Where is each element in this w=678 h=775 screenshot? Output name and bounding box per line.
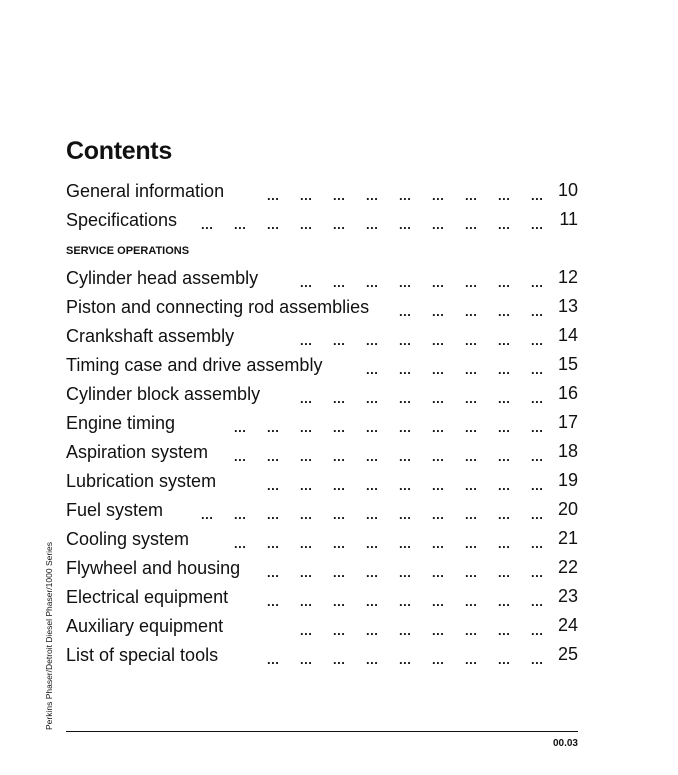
leader-dots: ... [465, 362, 478, 377]
leader-dots: ... [531, 565, 544, 580]
leader-dots: ... [432, 188, 445, 203]
leader-dots: ... [366, 420, 379, 435]
leader-dots: ... [333, 507, 346, 522]
leader-dots: ... [366, 623, 379, 638]
leader-dots: ... [531, 652, 544, 667]
toc-entry-label: Flywheel and housing [66, 558, 241, 578]
toc-entry[interactable] [66, 442, 578, 464]
leader-dots: ... [465, 188, 478, 203]
leader-dots: ... [465, 217, 478, 232]
leader-dots: ... [300, 565, 313, 580]
leader-dots: ... [201, 217, 214, 232]
toc-entry[interactable] [66, 645, 578, 667]
toc-entry-label: Cylinder head assembly [66, 268, 259, 288]
leader-dots: ... [366, 449, 379, 464]
toc-entry-page: 13 [557, 296, 578, 316]
toc-entry[interactable] [66, 413, 578, 435]
leader-dots: ... [399, 217, 412, 232]
leader-dots: ... [465, 623, 478, 638]
toc-entry[interactable] [66, 471, 578, 493]
leader-dots: ... [333, 188, 346, 203]
leader-dots: ... [267, 217, 280, 232]
leader-dots: ... [300, 188, 313, 203]
leader-dots: ... [432, 507, 445, 522]
leader-dots: ... [366, 536, 379, 551]
leader-dots: ... [498, 391, 511, 406]
leader-dots: ... [432, 565, 445, 580]
leader-dots: ... [333, 449, 346, 464]
leader-dots: ... [465, 449, 478, 464]
toc-entry[interactable] [66, 210, 578, 232]
toc-entry[interactable] [66, 268, 578, 290]
leader-dots: ... [531, 188, 544, 203]
leader-dots: ... [531, 594, 544, 609]
toc-entry-label: Cylinder block assembly [66, 384, 261, 404]
leader-dots: ... [399, 391, 412, 406]
toc-entry-page: 20 [557, 499, 578, 519]
leader-dots: ... [300, 449, 313, 464]
leader-dots: ... [432, 362, 445, 377]
leader-dots: ... [531, 623, 544, 638]
toc-entry[interactable] [66, 355, 578, 377]
leader-dots: ... [531, 507, 544, 522]
leader-dots: ... [333, 652, 346, 667]
leader-dots: ... [432, 304, 445, 319]
toc-entry-page: 19 [557, 470, 578, 490]
leader-dots: ... [399, 594, 412, 609]
toc-entry[interactable] [66, 181, 578, 203]
toc-entry-page: 15 [557, 354, 578, 374]
toc-entry-page: 21 [557, 528, 578, 548]
leader-dots: ... [333, 420, 346, 435]
leader-dots: ... [366, 362, 379, 377]
toc-entry-label: Specifications [66, 210, 178, 230]
toc-entry-page: 23 [557, 586, 578, 606]
leader-dots: ... [531, 362, 544, 377]
leader-dots: ... [498, 594, 511, 609]
leader-dots: ... [399, 362, 412, 377]
toc-entry[interactable] [66, 587, 578, 609]
leader-dots: ... [300, 333, 313, 348]
leader-dots: ... [399, 565, 412, 580]
leader-dots: ... [399, 420, 412, 435]
leader-dots: ... [300, 478, 313, 493]
toc-entry-page: 16 [557, 383, 578, 403]
leader-dots: ... [498, 507, 511, 522]
leader-dots: ... [399, 188, 412, 203]
page-number: 00.03 [552, 738, 578, 749]
toc-entry-page: 12 [557, 267, 578, 287]
leader-dots: ... [531, 333, 544, 348]
leader-dots: ... [399, 623, 412, 638]
toc-entry[interactable] [66, 529, 578, 551]
leader-dots: ... [366, 217, 379, 232]
leader-dots: ... [234, 536, 247, 551]
leader-dots: ... [465, 536, 478, 551]
leader-dots: ... [267, 594, 280, 609]
leader-dots: ... [267, 536, 280, 551]
toc-entry-label: Electrical equipment [66, 587, 229, 607]
toc-entry-page: 25 [557, 644, 578, 664]
leader-dots: ... [465, 304, 478, 319]
leader-dots: ... [201, 507, 214, 522]
leader-dots: ... [300, 536, 313, 551]
leader-dots: ... [465, 594, 478, 609]
toc-entry-page: 14 [557, 325, 578, 345]
leader-dots: ... [366, 188, 379, 203]
leader-dots: ... [498, 304, 511, 319]
toc-entry[interactable] [66, 616, 578, 638]
leader-dots: ... [432, 652, 445, 667]
leader-dots: ... [333, 565, 346, 580]
leader-dots: ... [399, 478, 412, 493]
page-title: Contents [66, 137, 172, 165]
leader-dots: ... [399, 275, 412, 290]
toc-entry-page: 22 [557, 557, 578, 577]
leader-dots: ... [432, 420, 445, 435]
leader-dots: ... [465, 478, 478, 493]
leader-dots: ... [399, 449, 412, 464]
toc-entry-label: General information [66, 181, 225, 201]
toc-entry-page: 18 [557, 441, 578, 461]
toc-entry-label: Fuel system [66, 500, 164, 520]
leader-dots: ... [300, 420, 313, 435]
leader-dots: ... [498, 623, 511, 638]
leader-dots: ... [465, 420, 478, 435]
leader-dots: ... [465, 391, 478, 406]
leader-dots: ... [366, 507, 379, 522]
leader-dots: ... [366, 565, 379, 580]
leader-dots: ... [498, 362, 511, 377]
toc-entry[interactable] [66, 297, 578, 319]
leader-dots: ... [531, 217, 544, 232]
leader-dots: ... [531, 478, 544, 493]
leader-dots: ... [366, 652, 379, 667]
leader-dots: ... [498, 652, 511, 667]
leader-dots: ... [465, 275, 478, 290]
leader-dots: ... [366, 333, 379, 348]
toc-entry-page: 17 [557, 412, 578, 432]
toc-entry-label: Lubrication system [66, 471, 217, 491]
leader-dots: ... [333, 478, 346, 493]
leader-dots: ... [531, 391, 544, 406]
toc-entry[interactable] [66, 384, 578, 406]
leader-dots: ... [300, 623, 313, 638]
footer-rule [66, 731, 578, 732]
toc-entry-label: Timing case and drive assembly [66, 355, 323, 375]
leader-dots: ... [267, 188, 280, 203]
leader-dots: ... [498, 478, 511, 493]
leader-dots: ... [465, 565, 478, 580]
leader-dots: ... [498, 333, 511, 348]
side-running-title: Perkins Phaser/Detroit Diesel Phaser/1000 Series [44, 541, 54, 730]
leader-dots: ... [234, 217, 247, 232]
leader-dots: ... [498, 565, 511, 580]
leader-dots: ... [498, 275, 511, 290]
leader-dots: ... [465, 507, 478, 522]
leader-dots: ... [432, 391, 445, 406]
toc-entry-page: 10 [557, 180, 578, 200]
leader-dots: ... [234, 420, 247, 435]
leader-dots: ... [432, 275, 445, 290]
leader-dots: ... [300, 217, 313, 232]
leader-dots: ... [498, 449, 511, 464]
leader-dots: ... [432, 623, 445, 638]
leader-dots: ... [531, 304, 544, 319]
leader-dots: ... [333, 594, 346, 609]
leader-dots: ... [234, 449, 247, 464]
leader-dots: ... [267, 507, 280, 522]
leader-dots: ... [333, 536, 346, 551]
leader-dots: ... [399, 507, 412, 522]
leader-dots: ... [267, 565, 280, 580]
leader-dots: ... [300, 594, 313, 609]
leader-dots: ... [333, 623, 346, 638]
leader-dots: ... [432, 449, 445, 464]
toc-entry[interactable] [66, 326, 578, 348]
leader-dots: ... [399, 536, 412, 551]
leader-dots: ... [399, 652, 412, 667]
leader-dots: ... [531, 536, 544, 551]
toc-entry-label: Engine timing [66, 413, 176, 433]
toc-entry-label: Cooling system [66, 529, 190, 549]
leader-dots: ... [498, 420, 511, 435]
leader-dots: ... [267, 420, 280, 435]
leader-dots: ... [300, 275, 313, 290]
leader-dots: ... [399, 333, 412, 348]
toc-entry[interactable] [66, 558, 578, 580]
leader-dots: ... [300, 652, 313, 667]
section-heading: SERVICE OPERATIONS [66, 245, 190, 257]
leader-dots: ... [267, 478, 280, 493]
toc-entry-label: Auxiliary equipment [66, 616, 224, 636]
leader-dots: ... [267, 449, 280, 464]
leader-dots: ... [366, 594, 379, 609]
leader-dots: ... [465, 333, 478, 348]
toc-entry-page: 11 [559, 209, 578, 229]
toc-entry-label: Aspiration system [66, 442, 209, 462]
leader-dots: ... [432, 594, 445, 609]
leader-dots: ... [531, 275, 544, 290]
toc-entry[interactable] [66, 500, 578, 522]
leader-dots: ... [333, 391, 346, 406]
leader-dots: ... [498, 536, 511, 551]
leader-dots: ... [432, 217, 445, 232]
leader-dots: ... [498, 188, 511, 203]
toc-entry-label: List of special tools [66, 645, 219, 665]
leader-dots: ... [432, 536, 445, 551]
leader-dots: ... [267, 652, 280, 667]
toc-entry-label: Crankshaft assembly [66, 326, 235, 346]
leader-dots: ... [531, 420, 544, 435]
leader-dots: ... [432, 478, 445, 493]
leader-dots: ... [300, 391, 313, 406]
leader-dots: ... [366, 275, 379, 290]
leader-dots: ... [465, 652, 478, 667]
leader-dots: ... [531, 449, 544, 464]
toc-entry-label: Piston and connecting rod assemblies [66, 297, 370, 317]
leader-dots: ... [366, 391, 379, 406]
leader-dots: ... [333, 217, 346, 232]
leader-dots: ... [399, 304, 412, 319]
toc-entry-page: 24 [557, 615, 578, 635]
leader-dots: ... [300, 507, 313, 522]
leader-dots: ... [366, 478, 379, 493]
leader-dots: ... [234, 507, 247, 522]
leader-dots: ... [333, 275, 346, 290]
leader-dots: ... [498, 217, 511, 232]
leader-dots: ... [333, 333, 346, 348]
leader-dots: ... [432, 333, 445, 348]
